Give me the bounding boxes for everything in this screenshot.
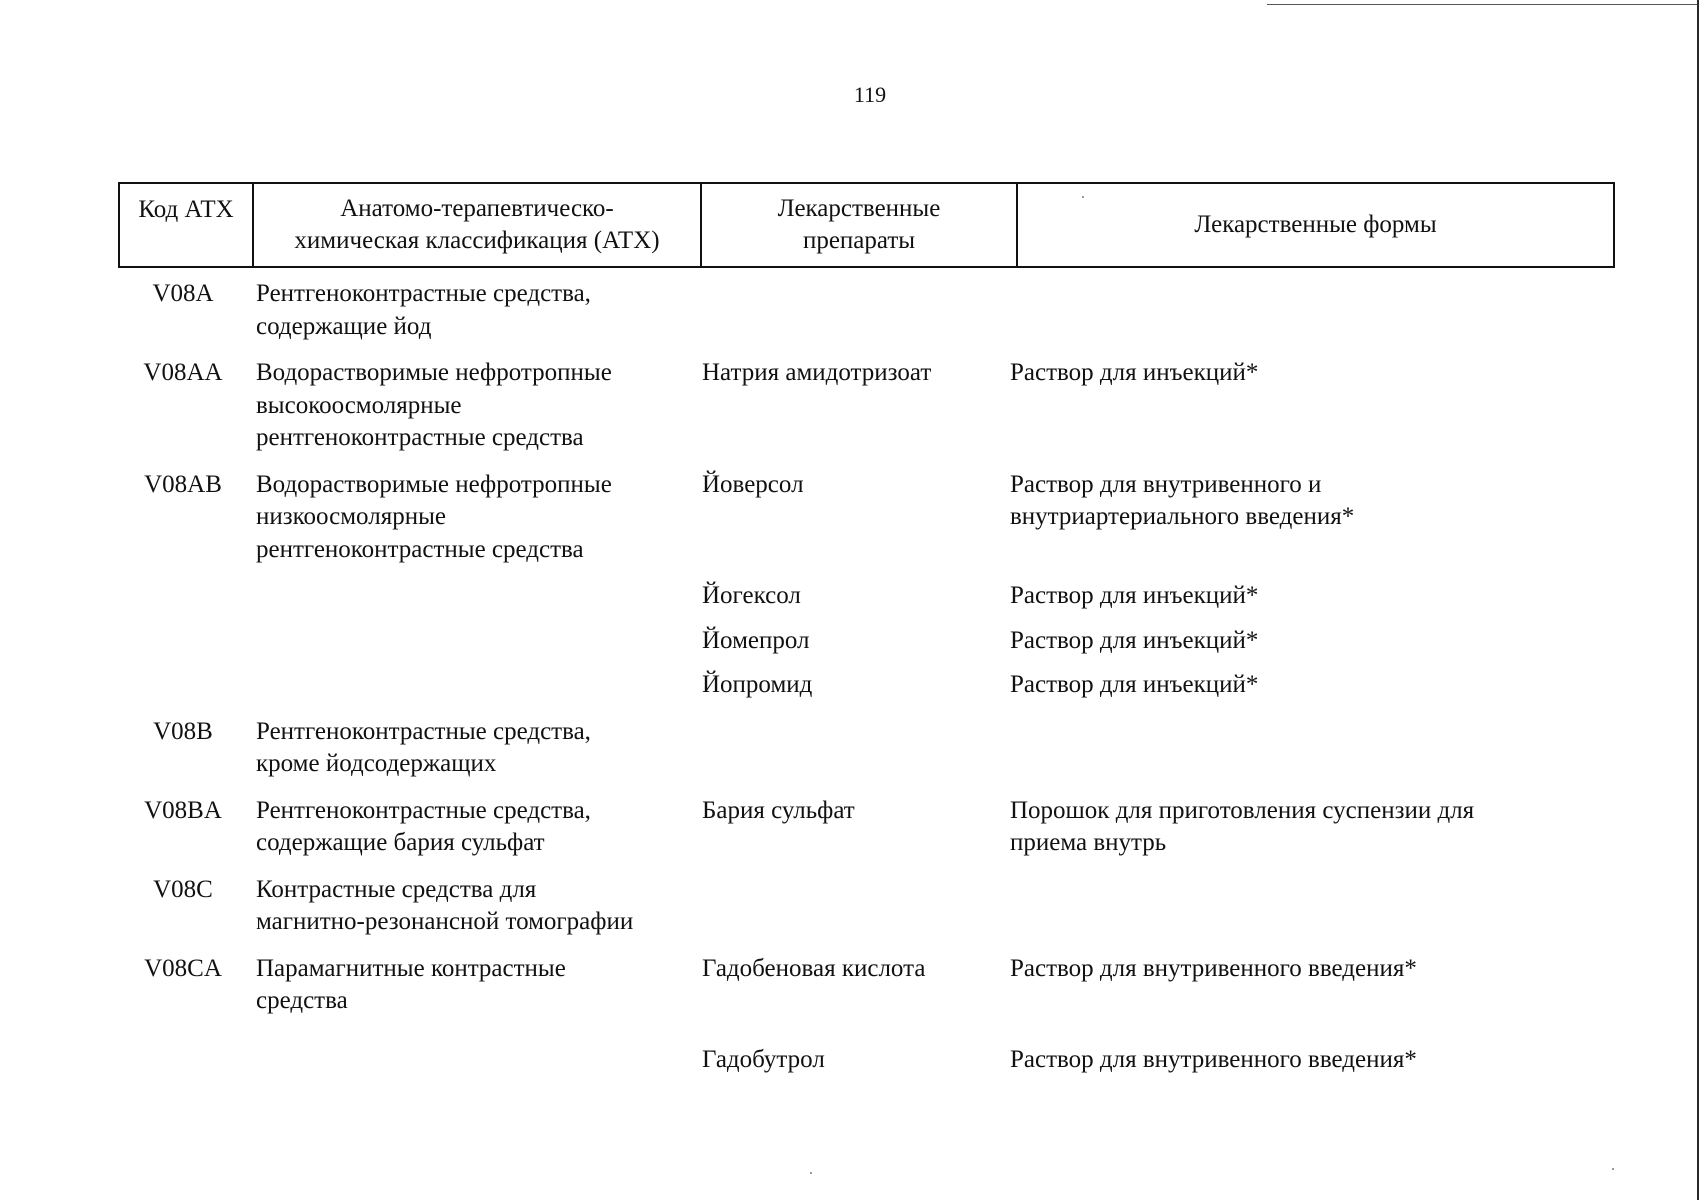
atc-classification bbox=[248, 953, 696, 1018]
dosage-form bbox=[1004, 669, 1604, 702]
drug-name bbox=[696, 716, 1004, 781]
header-drugs bbox=[701, 183, 1017, 267]
atc-code: V08AB bbox=[144, 470, 222, 498]
scan-top-edge bbox=[1267, 4, 1697, 5]
table-row bbox=[118, 874, 1615, 939]
atc-classification bbox=[248, 1044, 696, 1077]
dosage-form bbox=[1004, 795, 1604, 860]
table-row bbox=[118, 716, 1615, 781]
classification-line: средства bbox=[256, 987, 348, 1014]
dosage-form-line: Порошок для приготовления суспензии для bbox=[1010, 796, 1475, 824]
classification-line: содержащие йод bbox=[256, 312, 432, 340]
scan-speck bbox=[1082, 196, 1084, 198]
header-classification-line2: химическая классификация (АТХ) bbox=[294, 227, 660, 254]
dosage-form-line: Раствор для внутривенного введения* bbox=[1010, 1045, 1417, 1073]
classification-line: магнитно-резонансной томографии bbox=[256, 908, 634, 935]
classification-line: кроме йодсодержащих bbox=[256, 750, 497, 777]
classification-line: Водорастворимые нефротропные bbox=[256, 470, 612, 498]
header-code-label: Код АТХ bbox=[138, 196, 234, 223]
atc-classification bbox=[248, 716, 696, 781]
drug-name bbox=[696, 874, 1004, 939]
atc-code bbox=[118, 669, 248, 702]
header-classification bbox=[253, 183, 701, 267]
classification-line: рентгеноконтрастные средства bbox=[256, 535, 584, 563]
atc-classification bbox=[248, 795, 696, 860]
dosage-form-line: Раствор для внутривенного и bbox=[1010, 470, 1322, 498]
table-header bbox=[118, 182, 1615, 268]
scan-speck bbox=[1612, 1168, 1614, 1170]
drug-name: Гадобеновая кислота bbox=[702, 954, 926, 982]
dosage-form-line: приема внутрь bbox=[1010, 829, 1167, 856]
classification-line: рентгеноконтрастные средства bbox=[256, 424, 584, 451]
dosage-form bbox=[1004, 874, 1604, 939]
drug-name: Натрия амидотризоат bbox=[702, 359, 932, 386]
dosage-form bbox=[1004, 953, 1604, 1018]
dosage-form bbox=[1004, 469, 1604, 567]
table-body bbox=[118, 272, 1615, 1076]
atc-classification bbox=[248, 580, 696, 613]
atc-classification bbox=[248, 278, 696, 343]
table-row bbox=[118, 469, 1615, 567]
classification-line: Рентгеноконтрастные средства, bbox=[256, 717, 591, 745]
dosage-form bbox=[1004, 580, 1604, 613]
table-row bbox=[118, 278, 1615, 343]
dosage-form-line: Раствор для инъекций* bbox=[1010, 359, 1259, 386]
table-row bbox=[118, 669, 1615, 702]
dosage-form-line: Раствор для инъекций* bbox=[1010, 582, 1259, 609]
table-row bbox=[118, 953, 1615, 1018]
dosage-form bbox=[1004, 625, 1604, 658]
atc-code bbox=[118, 625, 248, 658]
dosage-form-line: Раствор для инъекций* bbox=[1010, 671, 1259, 698]
drug-name: Йоверсол bbox=[702, 470, 804, 498]
header-classification-line1: Анатомо-терапевтическо- bbox=[340, 195, 614, 222]
header-code bbox=[119, 183, 253, 267]
header-drugs-line1: Лекарственные bbox=[777, 195, 941, 222]
atc-classification bbox=[248, 669, 696, 702]
dosage-form-line: внутриартериального введения* bbox=[1010, 503, 1355, 530]
atc-code: V08C bbox=[153, 875, 213, 903]
atc-classification bbox=[248, 874, 696, 939]
dosage-form-line: Раствор для внутривенного введения* bbox=[1010, 954, 1417, 982]
drug-name: Гадобутрол bbox=[702, 1045, 825, 1073]
scan-page-edge bbox=[1697, 0, 1699, 1200]
drug-name: Бария сульфат bbox=[702, 796, 855, 824]
drug-name: Йомепрол bbox=[702, 626, 810, 654]
atc-code: V08AA bbox=[143, 359, 223, 386]
header-drugs-line2: препараты bbox=[802, 227, 916, 254]
dosage-form bbox=[1004, 1044, 1604, 1077]
classification-line: Рентгеноконтрастные средства, bbox=[256, 280, 591, 307]
table-row bbox=[118, 580, 1615, 613]
atc-code bbox=[118, 1044, 248, 1077]
classification-line: Рентгеноконтрастные средства, bbox=[256, 796, 591, 824]
classification-line: низкоосмолярные bbox=[256, 503, 446, 530]
classification-line: Водорастворимые нефротропные bbox=[256, 359, 612, 386]
atc-classification bbox=[248, 469, 696, 567]
classification-line: высокоосмолярные bbox=[256, 391, 462, 419]
atc-code bbox=[118, 580, 248, 613]
table-row bbox=[118, 795, 1615, 860]
dosage-form-line: Раствор для инъекций* bbox=[1010, 626, 1259, 654]
page-number: 119 bbox=[853, 82, 887, 107]
classification-line: Парамагнитные контрастные bbox=[256, 954, 566, 982]
classification-line: Контрастные средства для bbox=[256, 875, 537, 903]
atc-code: V08B bbox=[153, 717, 213, 745]
atc-classification bbox=[248, 357, 696, 455]
table-row bbox=[118, 625, 1615, 658]
header-forms-label: Лекарственные формы bbox=[1194, 211, 1437, 238]
table-row bbox=[118, 357, 1615, 455]
drug-name: Йогексол bbox=[702, 582, 801, 609]
atc-code: V08BA bbox=[144, 796, 222, 824]
scan-speck bbox=[810, 1172, 812, 1174]
atc-code: V08CA bbox=[144, 954, 222, 982]
classification-line: содержащие бария сульфат bbox=[256, 829, 545, 856]
header-forms bbox=[1017, 183, 1614, 267]
atc-code: V08A bbox=[152, 280, 214, 307]
atc-classification bbox=[248, 625, 696, 658]
drug-name bbox=[696, 278, 1004, 343]
dosage-form bbox=[1004, 357, 1604, 455]
table-row bbox=[118, 1044, 1615, 1077]
drug-name: Йопромид bbox=[702, 671, 813, 698]
dosage-form bbox=[1004, 716, 1604, 781]
dosage-form bbox=[1004, 278, 1604, 343]
